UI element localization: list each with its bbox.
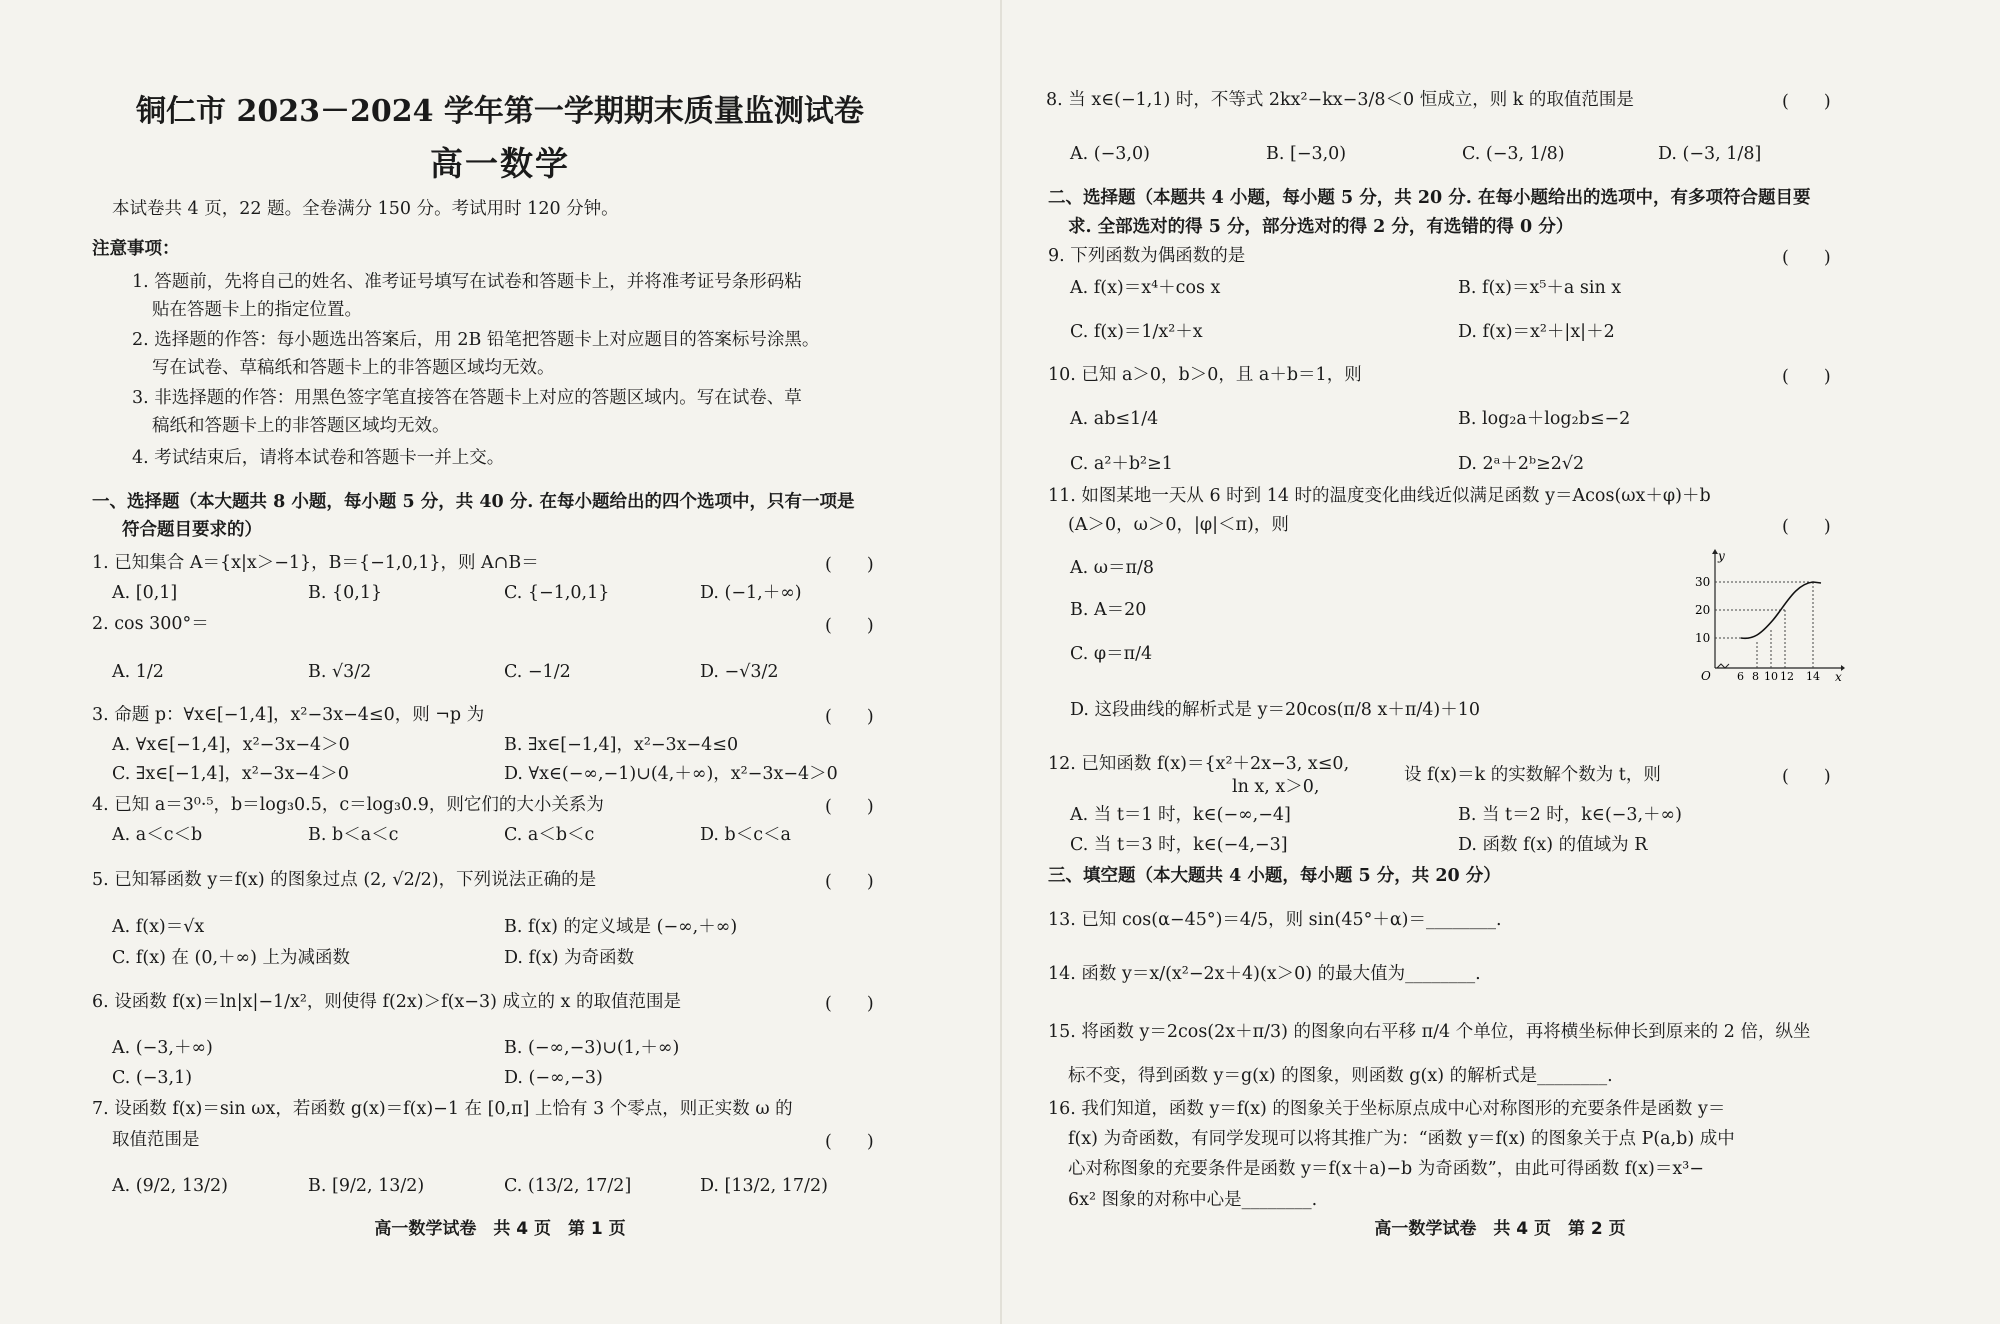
x-tick-label: 14 [1806, 670, 1820, 683]
section-1-heading-cont: 符合题目要求的） [122, 520, 262, 540]
answer-bracket: ( ) [825, 872, 874, 892]
option-d: D. b＜c＜a [700, 825, 791, 845]
question-14: 14. 函数 y＝x/(x²−2x＋4)(x＞0) 的最大值为________. [1048, 964, 1481, 984]
question-5-options-row2 [112, 946, 634, 970]
question-12-stem-cont: 设 f(x)＝k 的实数解个数为 t，则 [1404, 765, 1661, 785]
question-9-options-row2 [1070, 320, 1615, 344]
question-8-options [1070, 142, 1761, 166]
question-15-cont: 标不变，得到函数 y＝g(x) 的图象，则函数 g(x) 的解析式是________. [1068, 1066, 1613, 1086]
option-a: A. ab≤1/4 [1070, 409, 1159, 429]
page-2-footer: 高一数学试卷 共 4 页 第 2 页 [1374, 1219, 1626, 1239]
note-line: 1. 答题前，先将自己的姓名、准考证号填写在试卷和答题卡上，并将准考证号条形码粘 [132, 272, 802, 292]
option-a: A. 1/2 [112, 662, 164, 682]
answer-bracket: ( ) [1782, 767, 1831, 787]
page-2 [1000, 0, 2000, 1324]
answer-bracket: ( ) [825, 994, 874, 1014]
exam-intro: 本试卷共 4 页，22 题。全卷满分 150 分。考试用时 120 分钟。 [112, 199, 619, 219]
option-d: D. ∀x∈(−∞,−1)∪(4,＋∞)，x²−3x−4＞0 [504, 764, 838, 784]
section-1-heading: 一、选择题（本大题共 8 小题，每小题 5 分，共 40 分. 在每小题给出的四个选项中，只有一项是 [92, 492, 855, 512]
answer-bracket: ( ) [825, 616, 874, 636]
option-a: A. (−3,＋∞) [112, 1038, 213, 1058]
question-16-cont: 6x² 图象的对称中心是________. [1068, 1190, 1318, 1210]
answer-bracket: ( ) [825, 555, 874, 575]
note-line: 4. 考试结束后，请将本试卷和答题卡一并上交。 [132, 448, 505, 468]
y-axis-label: y [1718, 549, 1725, 563]
option-c: C. φ＝π/4 [1070, 644, 1153, 664]
question-5-options-row1 [112, 915, 737, 939]
option-a: A. f(x)＝x⁴＋cos x [1070, 278, 1221, 298]
question-13: 13. 已知 cos(α−45°)＝4/5，则 sin(45°＋α)＝________. [1048, 910, 1502, 930]
exam-subject: 高一数学 [430, 144, 570, 183]
answer-bracket: ( ) [825, 797, 874, 817]
option-d: D. (−3, 1/8] [1658, 144, 1762, 164]
question-7-stem: 7. 设函数 f(x)＝sin ωx，若函数 g(x)＝f(x)−1 在 [0,π] 上恰有 3 个零点，则正实数 ω 的 [92, 1099, 793, 1119]
option-b: B. b＜a＜c [308, 825, 399, 845]
question-2-stem: 2. cos 300°＝ [92, 614, 209, 634]
y-tick-label: 20 [1695, 603, 1711, 617]
question-7-options [112, 1174, 828, 1198]
option-b: B. (−∞,−3)∪(1,＋∞) [504, 1038, 680, 1058]
option-b: B. 当 t＝2 时，k∈(−3,＋∞) [1458, 805, 1682, 825]
question-4-options [112, 823, 791, 847]
option-b: B. f(x)＝x⁵＋a sin x [1458, 278, 1622, 298]
answer-bracket: ( ) [1782, 92, 1831, 112]
question-3-options-row2 [112, 762, 838, 786]
option-a: A. ∀x∈[−1,4]，x²−3x−4＞0 [112, 735, 350, 755]
option-d: D. 函数 f(x) 的值域为 R [1458, 835, 1648, 855]
exam-title: 铜仁市 2023－2024 学年第一学期期末质量监测试卷 [136, 94, 864, 129]
question-7-stem-cont: 取值范围是 [112, 1130, 200, 1150]
answer-bracket: ( ) [825, 707, 874, 727]
option-b: B. A＝20 [1070, 600, 1147, 620]
option-d: D. f(x)＝x²＋|x|＋2 [1458, 322, 1615, 342]
question-12-piece2: ln x, x＞0, [1232, 777, 1320, 797]
answer-bracket: ( ) [825, 1132, 874, 1152]
question-11-stem-cont: (A＞0，ω＞0，|φ|＜π)，则 [1068, 515, 1289, 535]
option-c: C. a²＋b²≥1 [1070, 454, 1173, 474]
option-c: C. f(x)＝1/x²＋x [1070, 322, 1203, 342]
option-a: A. f(x)＝√x [112, 917, 205, 937]
note-line: 3. 非选择题的作答：用黑色签字笔直接答在答题卡上对应的答题区域内。写在试卷、草 [132, 388, 802, 408]
option-c: C. 当 t＝3 时，k∈(−4,−3] [1070, 835, 1288, 855]
option-d: D. (−1,＋∞) [700, 583, 802, 603]
note-line: 写在试卷、草稿纸和答题卡上的非答题区域均无效。 [152, 358, 555, 378]
option-b: B. f(x) 的定义域是 (−∞,＋∞) [504, 917, 738, 937]
option-b: B. √3/2 [308, 662, 372, 682]
answer-bracket: ( ) [1782, 517, 1831, 537]
option-d: D. (−∞,−3) [504, 1068, 603, 1088]
option-a: A. 当 t＝1 时，k∈(−∞,−4] [1070, 805, 1291, 825]
section-3-heading: 三、填空题（本大题共 4 小题，每小题 5 分，共 20 分） [1048, 866, 1501, 886]
question-3-stem: 3. 命题 p：∀x∈[−1,4]，x²−3x−4≤0，则 ¬p 为 [92, 705, 485, 725]
y-tick-label: 30 [1695, 575, 1711, 589]
option-c: C. (−3, 1/8) [1462, 144, 1565, 164]
option-c: C. f(x) 在 (0,＋∞) 上为减函数 [112, 948, 351, 968]
option-b: B. ∃x∈[−1,4]，x²−3x−4≤0 [504, 735, 739, 755]
option-a: A. a＜c＜b [112, 825, 203, 845]
option-c: C. (13/2, 17/2] [504, 1176, 632, 1196]
question-6-options-row2 [112, 1066, 603, 1090]
question-12-options-row2 [1070, 833, 1647, 857]
question-10-options-row1 [1070, 407, 1630, 431]
origin-label: O [1701, 669, 1711, 683]
option-d: D. 2ᵃ＋2ᵇ≥2√2 [1458, 454, 1585, 474]
question-3-options-row1 [112, 733, 738, 757]
question-12-options-row1 [1070, 803, 1682, 827]
option-d: D. [13/2, 17/2) [700, 1176, 828, 1196]
question-16: 16. 我们知道，函数 y＝f(x) 的图象关于坐标原点成中心对称图形的充要条件是函数 y＝ [1048, 1099, 1726, 1119]
x-tick-label: 6 [1737, 670, 1744, 683]
temperature-graph [1695, 548, 1845, 683]
x-tick-label: 8 [1752, 670, 1759, 683]
question-6-stem: 6. 设函数 f(x)＝ln|x|−1/x²，则使得 f(2x)＞f(x−3) 成立的 x 的取值范围是 [92, 992, 681, 1012]
question-12-stem: 12. 已知函数 f(x)＝{x²＋2x−3, x≤0, [1048, 754, 1350, 774]
question-11-stem: 11. 如图某地一天从 6 时到 14 时的温度变化曲线近似满足函数 y＝Acos(ωx＋φ)＋b [1048, 486, 1711, 506]
question-5-stem: 5. 已知幂函数 y＝f(x) 的图象过点 (2, √2/2)，下列说法正确的是 [92, 870, 597, 890]
option-a: A. ω＝π/8 [1070, 558, 1155, 578]
option-c: C. (−3,1) [112, 1068, 193, 1088]
question-4-stem: 4. 已知 a＝3⁰·⁵，b＝log₃0.5，c＝log₃0.9，则它们的大小关系为 [92, 795, 604, 815]
x-axis-label: x [1835, 670, 1842, 683]
option-d: D. 这段曲线的解析式是 y＝20cos(π/8 x＋π/4)＋10 [1070, 700, 1480, 720]
option-d: D. f(x) 为奇函数 [504, 948, 635, 968]
note-line: 贴在答题卡上的指定位置。 [152, 300, 362, 320]
answer-bracket: ( ) [1782, 248, 1831, 268]
option-c: C. {−1,0,1} [504, 583, 610, 603]
question-16-cont: f(x) 为奇函数，有同学发现可以将其推广为：“函数 y＝f(x) 的图象关于点 P(a,b) 成中 [1068, 1129, 1735, 1149]
option-b: B. {0,1} [308, 583, 383, 603]
question-16-cont: 心对称图象的充要条件是函数 y＝f(x＋a)−b 为奇函数”，由此可得函数 f(x)＝x³− [1068, 1159, 1704, 1179]
option-a: A. (9/2, 13/2) [112, 1176, 229, 1196]
note-line: 2. 选择题的作答：每小题选出答案后，用 2B 铅笔把答题卡上对应题目的答案标号涂黑。 [132, 330, 820, 350]
question-10-options-row2 [1070, 452, 1584, 476]
note-line: 稿纸和答题卡上的非答题区域均无效。 [152, 416, 450, 436]
question-10-stem: 10. 已知 a＞0，b＞0，且 a＋b＝1，则 [1048, 365, 1362, 385]
question-9-options-row1 [1070, 276, 1621, 300]
question-1-options [112, 581, 802, 605]
option-c: C. ∃x∈[−1,4]，x²−3x−4＞0 [112, 764, 349, 784]
question-15: 15. 将函数 y＝2cos(2x＋π/3) 的图象向右平移 π/4 个单位，再将横坐标伸长到原来的 2 倍，纵坐 [1048, 1022, 1811, 1042]
question-6-options-row1 [112, 1036, 679, 1060]
option-c: C. a＜b＜c [504, 825, 595, 845]
option-a: A. (−3,0) [1070, 144, 1150, 164]
question-9-stem: 9. 下列函数为偶函数的是 [1048, 246, 1246, 266]
question-8-stem: 8. 当 x∈(−1,1) 时，不等式 2kx²−kx−3/8＜0 恒成立，则 k 的取值范围是 [1046, 90, 1634, 110]
option-a: A. [0,1] [112, 583, 178, 603]
x-tick-label: 12 [1780, 670, 1794, 683]
answer-bracket: ( ) [1782, 367, 1831, 387]
notes-heading: 注意事项： [92, 239, 180, 259]
question-2-options [112, 660, 779, 684]
section-2-heading-cont: 求. 全部选对的得 5 分，部分选对的得 2 分，有选错的得 0 分） [1068, 217, 1574, 237]
option-b: B. [−3,0) [1266, 144, 1347, 164]
y-tick-label: 10 [1695, 631, 1711, 645]
option-b: B. [9/2, 13/2) [308, 1176, 425, 1196]
section-2-heading: 二、选择题（本题共 4 小题，每小题 5 分，共 20 分. 在每小题给出的选项中，有多项符合题目要 [1048, 188, 1811, 208]
question-1-stem: 1. 已知集合 A＝{x|x＞−1}，B＝{−1,0,1}，则 A∩B＝ [92, 553, 539, 573]
option-b: B. log₂a＋log₂b≤−2 [1458, 409, 1631, 429]
x-tick-label: 10 [1764, 670, 1778, 683]
page-1-footer: 高一数学试卷 共 4 页 第 1 页 [374, 1219, 626, 1239]
option-d: D. −√3/2 [700, 662, 779, 682]
option-c: C. −1/2 [504, 662, 571, 682]
